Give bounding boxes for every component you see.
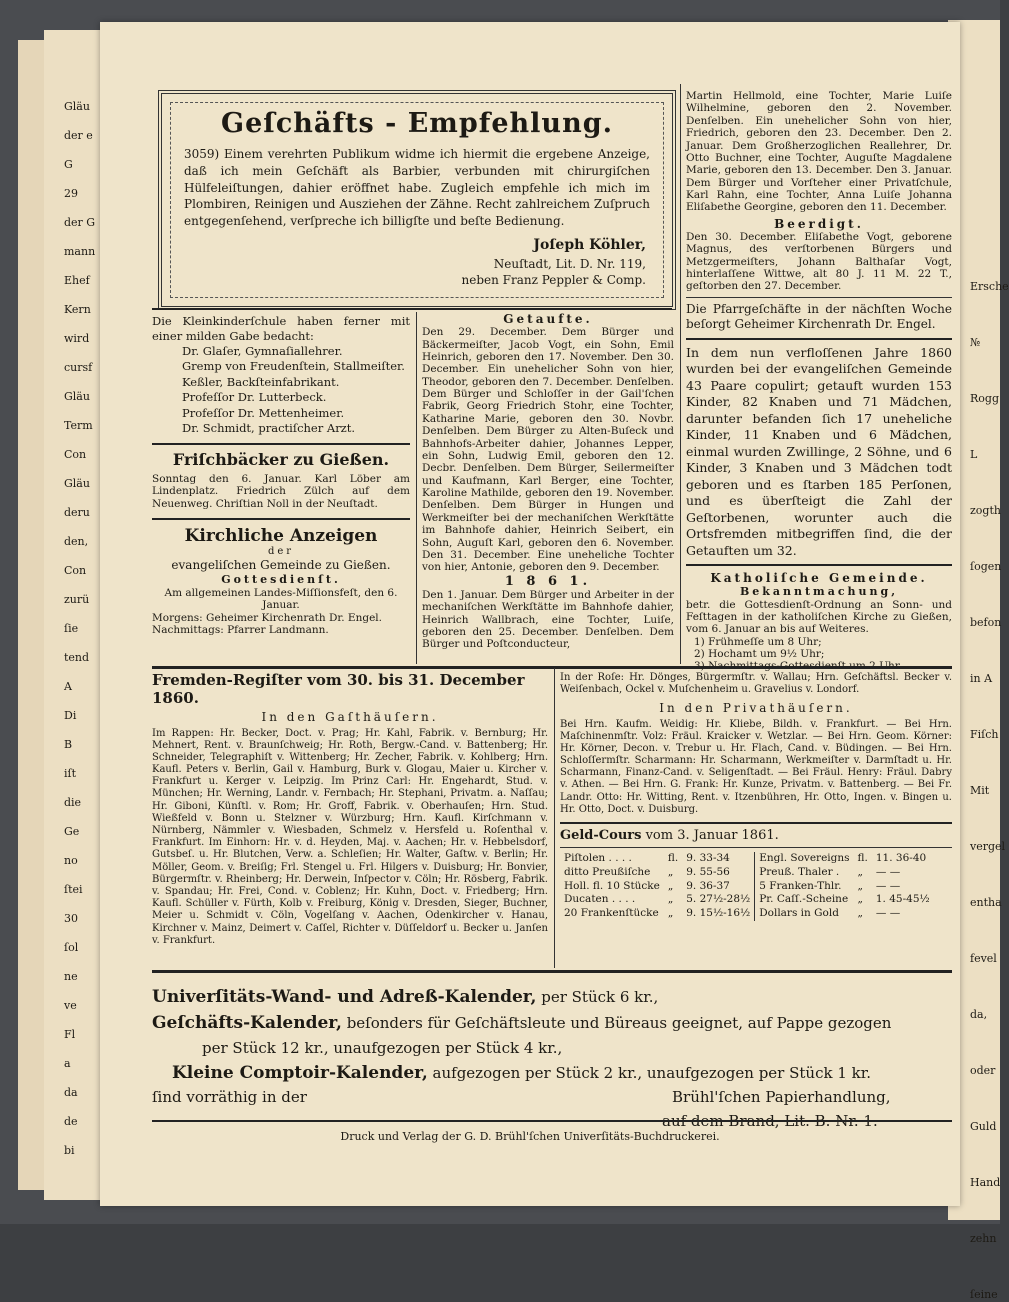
kirchliche-title: Kirchliche Anzeigen [184, 525, 378, 546]
geld-cours-label: Geld-Cours [560, 828, 642, 844]
getaufte-title: Getaufte. [503, 312, 593, 326]
page-edge-fragment: Ehef [64, 274, 90, 287]
rose-text: In der Roſe: Hr. Dönges, Bürgermſtr. v. Wallau; Hrn. Geſchäftsl. Becker v. Weiſenbach, Ockel v. Muſchenheim u. Gravelius v. Londorf. [560, 672, 952, 696]
page-edge-fragment: iſt [64, 767, 77, 780]
page-edge-fragment: Hand [970, 1176, 1001, 1189]
cours-cell: Engl. Sovereigns [759, 852, 850, 865]
divider [560, 822, 952, 824]
papierhandlung: Brühl'ſchen Papierhandlung, [672, 1088, 891, 1107]
year-summary: In dem nun verfloſſenen Jahre 1860 wurden bei der evangeliſchen Gemeinde 43 Paare copulirt; getauft wurden 153 Kinder, 82 Knaben und 71 Mädchen, darunter befanden ſich 17 uneheliche Kinder, 11 Knaben und 6 Mädchen, einmal wurden Zwillinge, 2 Söhne, und 6 Kinder, 3 Knaben und 3 Mädchen todt geboren und es ſtarben 185 Perſonen, und es überſteigt die Zahl der Geſtorbenen, worunter auch die Ortsfremden mitbegriffen ſind, die der Getauften um 32. [686, 344, 952, 558]
fremden-text: Im Rappen: Hr. Becker, Doct. v. Prag; Hr. Kahl, Fabrik. v. Bernburg; Hr. Mehnert, Rent. v. Braunſchweig; Hr. Roth, Bergw.-Cand. v. Battenberg; Hr. Schneider, Telegraphiſt v. Wittenberg; Hr. Zecher, Fabrik. v. Kohlberg; Hrn. Kaufl. Peters v. Berlin, Gail v. Hamburg, Burk v. Glogau, Maier u. Kircher v. Frankfurt u. Kerger v. Leipzig. Im Prinz Carl: Hr. Engehardt, Stud. v. München; Hr. Werning, Landr. v. Fernbach; Hr. Stephani, Privatm. a. Naſſau; Hr. Giboni, Künſtl. v. Rom; Hr. Groff, Fabrik. v. Oberhauſen; Hrn. Stud. Wießfeld v. Bonn u. Stelzner v. Würzburg; Hrn. Kaufl. Kirſchmann v. Nürnberg, Nämmler v. Wiesbaden, Schmelz v. Hersfeld u. Roſenthal v. Frankfurt. Im Einhorn: Hr. v. d. Heyden, Maj. v. Aachen; Hr. v. Hebbelsdorf, Gutsbeſ. u. Hr. Blutchen, Verw. a. Schleſien; Hr. Walter, Gaſtw. v. Berlin; Hr. Möller, Geom. v. Breiſig; Frl. Stengel u. Frl. Hilgers v. Duisburg; Hr. Bonvier, Bürgermſtr. v. Rheinberg; Hr. Derwein, Inſpector v. Cöln; Hr. Rösberg, Fabrik. v. Spandau; Hr. Frei, Cond. v. Coblenz; Hr. Kuhn, Doct. v. Friedberg; Hrn. Kaufl. Schüller v. Fürth, Kolb v. Freiburg, König v. Dresden, Sieger, Buchner, Meier u. Schmidt v. Cöln, Vogelſang v. Aachen, Odenkircher v. Hanau, Kirchner v. Mainz, Deimert v. Caſſel, Richter v. Düſſeldorf u. Becker u. Janſen v. Frankfurt. [152, 727, 548, 946]
geld-cours-table [560, 852, 934, 920]
page-edge-fragment: B [64, 738, 73, 751]
cours-cell: — — [875, 906, 901, 919]
cours-cell: 5. 27½-28½ [682, 893, 754, 907]
cours-cell: 1. 45-45½ [875, 893, 930, 906]
mass-3: 3) Nachmittags-Gottesdienſt um 2 Uhr. [694, 660, 903, 673]
cours-cell: Preuß. Thaler . [759, 866, 840, 878]
calendar-line-1 [152, 984, 954, 1010]
page-edge-fragment: de [64, 1115, 78, 1128]
cours-cell: „ [667, 893, 674, 906]
page-edge-fragment: Fiſch [970, 728, 999, 741]
calendar-line-4 [152, 1060, 954, 1086]
page-edge-fragment: zogth [970, 504, 1001, 517]
divider [152, 443, 410, 445]
cours-cell: 9. 36-37 [682, 880, 754, 894]
page-edge-fragment: 29 [64, 187, 78, 200]
divider [686, 564, 952, 566]
cours-cell: fl. [667, 852, 679, 865]
ad-title: Geſchäfts - Empfehlung. [221, 108, 613, 139]
donor-item: Dr. Glaſer, Gymnaſiallehrer. [182, 343, 343, 358]
page-edge-fragment: cursf [64, 361, 93, 374]
page-edge-fragment: die [64, 796, 82, 809]
bekanntmachung: Bekanntmachung, [739, 584, 899, 598]
cours-cell: Piſtolen . . . . [564, 852, 632, 865]
ad-signature [461, 236, 646, 289]
ad-address: Neuſtadt, Lit. D. Nr. 119, [493, 256, 646, 271]
divider [152, 1120, 952, 1122]
column-rule [680, 84, 681, 664]
page-edge-fragment: no [64, 854, 78, 867]
calendar-ad [152, 984, 954, 1133]
divider [152, 666, 952, 669]
frischbaecker-title: Friſchbäcker zu Gießen. [172, 449, 390, 469]
page-edge-fragment: zurü [64, 593, 90, 606]
cours-row [560, 907, 934, 921]
katholische-title: Katholiſche Gemeinde. [710, 571, 928, 586]
page-edge-fragment: bi [64, 1144, 75, 1157]
cours-cell: „ [667, 879, 674, 892]
comptoir-text: aufgezogen per Stück 2 kr., unaufgezogen per Stück 1 kr. [427, 1063, 872, 1082]
cours-cell: fl. [857, 852, 868, 865]
privat-text: Bei Hrn. Kaufm. Weidig: Hr. Kliebe, Bildh. v. Frankfurt. — Bei Hrn. Maſchinenmſtr. Volz: Fräul. Kraicker v. Wetzlar. — Bei Hrn. Geom. Körner: Hr. Körner, Decon. v. Trebur u. Hr. Flach, Cand. v. Büdingen. — Bei Hrn. Schloſſermſtr. Scharmann: Hr. Scharmann, Werkmeiſter v. Darmſtadt u. Hr. Scharmann, Finanz-Cand. v. Seligenſtadt. — Bei Fräul. Henry: Fräul. Dabry v. Athen. — Bei Hrn. G. Frank: Hr. Kunze, Privatm. v. Battenberg. — Bei Fr. Landr. Otto: Hr. Witting, Rent. v. Itzenbühren, Hr. Otto, Ingen. v. Bingen u. Hr. Otto, Doct. v. Duisburg. [560, 718, 952, 815]
column-left [152, 314, 410, 636]
page-edge-fragment: wird [64, 332, 90, 345]
katholische-text: betr. die Gottesdienſt-Ordnung an Sonn- und Feſttagen in der katholiſchen Kirche zu Gießen, vom 6. Januar an bis auf Weiteres. [686, 598, 952, 636]
cours-cell: „ [667, 906, 674, 919]
donor-item: Profeſſor Dr. Lutterbeck. [182, 390, 327, 405]
ad-text: 3059) Einem verehrten Publikum widme ich hiermit die ergebene Anzeige, daß ich mein Geſchäft als Barbier, verbunden mit chirurgiſchen Hülfeleiſtungen, dahier eröffnet habe. Zugleich empfehle ich mich im Plombiren, Reinigen und Ausziehen der Zähne. Recht zahlreichem Zuſpruch entgegenſehend, verſpreche ich billigſte und beſte Bedienung. [184, 147, 650, 229]
page-edge-fragment: Guld [970, 1120, 997, 1133]
divider [686, 297, 952, 298]
donor-item: Profeſſor Dr. Mettenheimer. [182, 405, 345, 420]
geschaefts-text: beſonders für Geſchäftsleute und Büreaus geeignet, auf Pappe gezogen [341, 1014, 892, 1033]
fremden-title-e: December [434, 671, 525, 689]
newspaper-page [100, 22, 960, 1206]
page-edge-fragment: fevel [970, 952, 997, 965]
page-edge-fragment: Gläu [64, 100, 90, 113]
frischbaecker-text: Sonntag den 6. Januar. Karl Löber am Lindenplatz. Friedrich Zülch auf dem Neuenweg. Chriſtian Noll in der Neuſtadt. [152, 472, 410, 510]
page-edge-fragment: ſie [64, 622, 79, 635]
births-continued: Martin Hellmold, eine Tochter, Marie Luiſe Wilhelmine, geboren den 2. November. Denſelben. Ein unehelicher Sohn von hier, Friedrich, geboren den 23. December. Den 2. Januar. Dem Großherzoglichen Reallehrer, Dr. Otto Buchner, eine Tochter, Auguſte Magdalene Marie, geboren den 13. December. Den 3. Januar. Dem Bürger und Vorſteher einer Privatſchule, Karl Rahn, eine Tochter, Anna Luiſe Johanna Eliſabethe Georgine, geboren den 11. December. [686, 90, 952, 214]
donor-item: Keßler, Backſteinfabrikant. [182, 374, 340, 389]
page-edge-fragment: ſeine [970, 1288, 998, 1301]
page-edge-fragment: G [64, 158, 73, 171]
cours-cell: Ducaten . . . . [564, 893, 636, 906]
page-edge-fragment: mann [64, 245, 96, 258]
page-edge-fragment: L [970, 448, 978, 461]
ad-name: Joſeph Köhler, [533, 237, 646, 253]
wand-price: per Stück 6 kr., [536, 988, 659, 1006]
missionsfest: Am allgemeinen Landes-Miſſionsfeſt, den 6. Januar. [164, 586, 398, 612]
cours-cell: 9. 15½-16½ [682, 907, 754, 921]
cours-cell: „ [667, 866, 674, 878]
mass-2: 2) Hochamt um 9½ Uhr; [694, 648, 825, 661]
page-edge-fragment: in A [970, 672, 993, 685]
donor-item: Gremp von Freudenſtein, Stallmeiſter. [182, 359, 405, 374]
page-edge-fragment: Kern [64, 303, 91, 316]
cours-cell: „ [857, 893, 863, 906]
page-edge-fragment: entha [970, 896, 1002, 909]
cours-cell: ditto Preußiſche [564, 866, 651, 878]
calendar-line-3: per Stück 12 kr., unaufgezogen per Stück 4 kr., [202, 1038, 563, 1057]
cours-row [560, 852, 934, 866]
cours-cell: 20 Frankenſtücke [564, 906, 659, 919]
page-edge-fragment: ſogen [970, 560, 1002, 573]
cours-cell: „ [857, 879, 863, 892]
column-right [686, 90, 952, 673]
page-edge-fragment: tend [64, 651, 90, 664]
pfarrgeschaefte: Die Pfarrgeſchäfte in der nächſten Woche beſorgt Geheimer Kirchenrath Dr. Engel. [686, 301, 952, 332]
donor-item: Dr. Schmidt, practiſcher Arzt. [182, 421, 356, 436]
calendar-address: auf dem Brand, Lit. B. Nr. 1. [662, 1111, 878, 1130]
beerdigt-text: Den 30. December. Eliſabethe Vogt, geborene Magnus, des verſtorbenen Bürgers und Metzgermeiſters, Johann Balthaſar Vogt, hinterlaſſene Wittwe, alt 80 J. 11 M. 22 T., geſtorben den 27. December. [686, 230, 952, 293]
kirchliche-der: der [267, 546, 295, 558]
wand-kalender: Univerſitäts-Wand- und Adreß-Kalender, [152, 987, 537, 1007]
page-edge-fragment: da [64, 1086, 78, 1099]
nachmittags: Nachmittags: Pfarrer Landmann. [152, 624, 329, 637]
fremden-register [152, 672, 548, 947]
cours-cell: 5 Franken-Thlr. [759, 879, 842, 892]
page-edge-fragment: ſol [64, 941, 79, 954]
page-edge-fragment: der G [64, 216, 96, 229]
cours-cell: 9. 55-56 [682, 866, 754, 880]
calendar-line-2 [152, 1010, 954, 1036]
cours-row [560, 880, 934, 894]
business-ad [158, 90, 676, 310]
column-rule [554, 668, 555, 968]
page-edge-fragment: zehn [970, 1232, 997, 1245]
page-edge-fragment: A [64, 680, 72, 693]
page-edge-fragment: oder [970, 1064, 996, 1077]
column-rule [416, 312, 417, 664]
page-edge-fragment: Rogg [970, 392, 999, 405]
cours-cell: „ [857, 906, 863, 919]
geld-date: vom 3. Januar 1861. [641, 828, 779, 844]
morgens: Morgens: Geheimer Kirchenrath Dr. Engel. [152, 611, 382, 624]
page-edge-fragment: ve [64, 999, 77, 1012]
page-edge-fragment: befon [970, 616, 1002, 629]
page-edge-fragment: Di [64, 709, 77, 722]
page-edge-fragment: ſtei [64, 883, 83, 896]
fremden-date-1: 30. [346, 671, 374, 689]
fremden-year: 1860. [152, 688, 199, 707]
geld-title [560, 828, 952, 843]
page-edge-fragment: vergel [970, 840, 1006, 853]
gasthaeuser-heading: In den Gaſthäuſern. [261, 710, 439, 725]
divider [152, 308, 672, 310]
page-edge-fragment: der e [64, 129, 93, 142]
page-edge-fragment: ne [64, 970, 78, 983]
divider [560, 847, 952, 848]
kleinkinder-intro: Die Kleinkinderſchule haben ferner mit einer milden Gabe bedacht: [152, 314, 410, 343]
beerdigt-title: Beerdigt. [774, 216, 864, 231]
divider [686, 338, 952, 340]
page-edge-fragment: deru [64, 506, 90, 519]
cours-cell: 11. 36-40 [875, 852, 927, 865]
page-edge-fragment: 30 [64, 912, 78, 925]
column-middle [422, 312, 674, 651]
vorraethig: ſind vorräthig in der [152, 1088, 307, 1107]
page-edge-fragment: Gläu [64, 390, 90, 403]
gottesdienst-heading: Gottesdienſt. [221, 572, 341, 586]
cours-cell: Pr. Caſſ.-Scheine [759, 893, 849, 906]
page-edge-fragment: da, [970, 1008, 988, 1021]
page-edge-fragment: Fl [64, 1028, 76, 1041]
page-edge-fragment: Con [64, 564, 87, 577]
calendar-line-5 [152, 1086, 954, 1109]
fremden-register-2 [560, 672, 952, 921]
divider [152, 518, 410, 520]
comptoir-kalender: Kleine Comptoir-Kalender, [172, 1062, 428, 1083]
ad-address-2: neben Franz Peppler & Comp. [461, 273, 646, 288]
privathaeuser-heading: In den Privathäuſern. [659, 701, 853, 716]
cours-cell: „ [857, 866, 863, 878]
page-edge-fragment: den, [64, 535, 89, 548]
page-edge-fragment: Con [64, 448, 87, 461]
page-edge-fragment: a [64, 1057, 71, 1070]
cours-cell: — — [875, 866, 901, 878]
mass-1: 1) Frühmeſſe um 8 Uhr; [694, 635, 822, 648]
year-1861: 1 8 6 1. [504, 573, 592, 589]
cours-row [560, 866, 934, 880]
fremden-title-a: Fremden-Regiſter vom [152, 671, 347, 689]
cours-row [560, 893, 934, 907]
donor-list [152, 344, 410, 437]
imprint: Druck und Verlag der G. D. Brühl'ſchen Univerſitäts-Buchdruckerei. [340, 1130, 720, 1143]
cours-cell: Dollars in Gold [759, 906, 839, 919]
divider [152, 970, 952, 973]
page-edge-fragment: Ersche [970, 280, 1009, 293]
fremden-title-c: bis [373, 671, 409, 689]
page-edge-fragment: № [970, 336, 981, 349]
page-edge-fragment: Mit [970, 784, 990, 797]
fremden-title [152, 672, 548, 707]
page-edge-fragment: Gläu [64, 477, 90, 490]
geschaefts-kalender: Geſchäfts-Kalender, [152, 1013, 342, 1034]
cours-cell: — — [875, 879, 901, 892]
getaufte-text-2: Den 1. Januar. Dem Bürger und Arbeiter in der mechaniſchen Werkſtätte im Bahnhofe dahier, Heinrich Wallbrach, eine Tochter, Luiſe, geboren den 25. December. Denſelben. Dem Bürger und Poſtconducteur, [422, 588, 674, 651]
page-edge-fragment: Ge [64, 825, 80, 838]
getaufte-text: Den 29. December. Dem Bürger und Bäckermeiſter, Jacob Vogt, ein Sohn, Emil Heinrich, geboren den 17. November. Den 30. December. Ein unehelicher Sohn von hier, Theodor, geboren den 7. December. Denſelben. Dem Bürger und Schloſſer in der Gail'ſchen Fabrik, Georg Friedrich Stohr, eine Tochter, Katharine Marie, geboren den 30. Novbr. Denſelben. Dem Bürger zu Alten-Buſeck und Bahnhofs-Arbeiter dahier, Johannes Lepper, ein Sohn, Ludwig Emil, geboren den 12. Decbr. Denſelben. Dem Bürger, Seilermeiſter und Kaufmann, Karl Berger, eine Tochter, Karoline Mathilde, geboren den 19. November. Denſelben. Dem Bürger in Hungen und Werkmeiſter bei der mechaniſchen Werkſtätte im Bahnhofe dahier, Heinrich Seibert, ein Sohn, Auguſt Karl, geboren den 6. November. Den 31. December. Eine uneheliche Tochter von hier, Antonie, geboren den 9. December. [422, 326, 674, 574]
kirchliche-subtitle: evangeliſchen Gemeinde zu Gießen. [171, 557, 391, 572]
cours-cell: 9. 33-34 [682, 852, 754, 866]
cours-cell: Holl. fl. 10 Stücke [564, 879, 660, 892]
page-edge-fragment: Term [64, 419, 93, 432]
fremden-date-2: 31. [408, 671, 435, 689]
